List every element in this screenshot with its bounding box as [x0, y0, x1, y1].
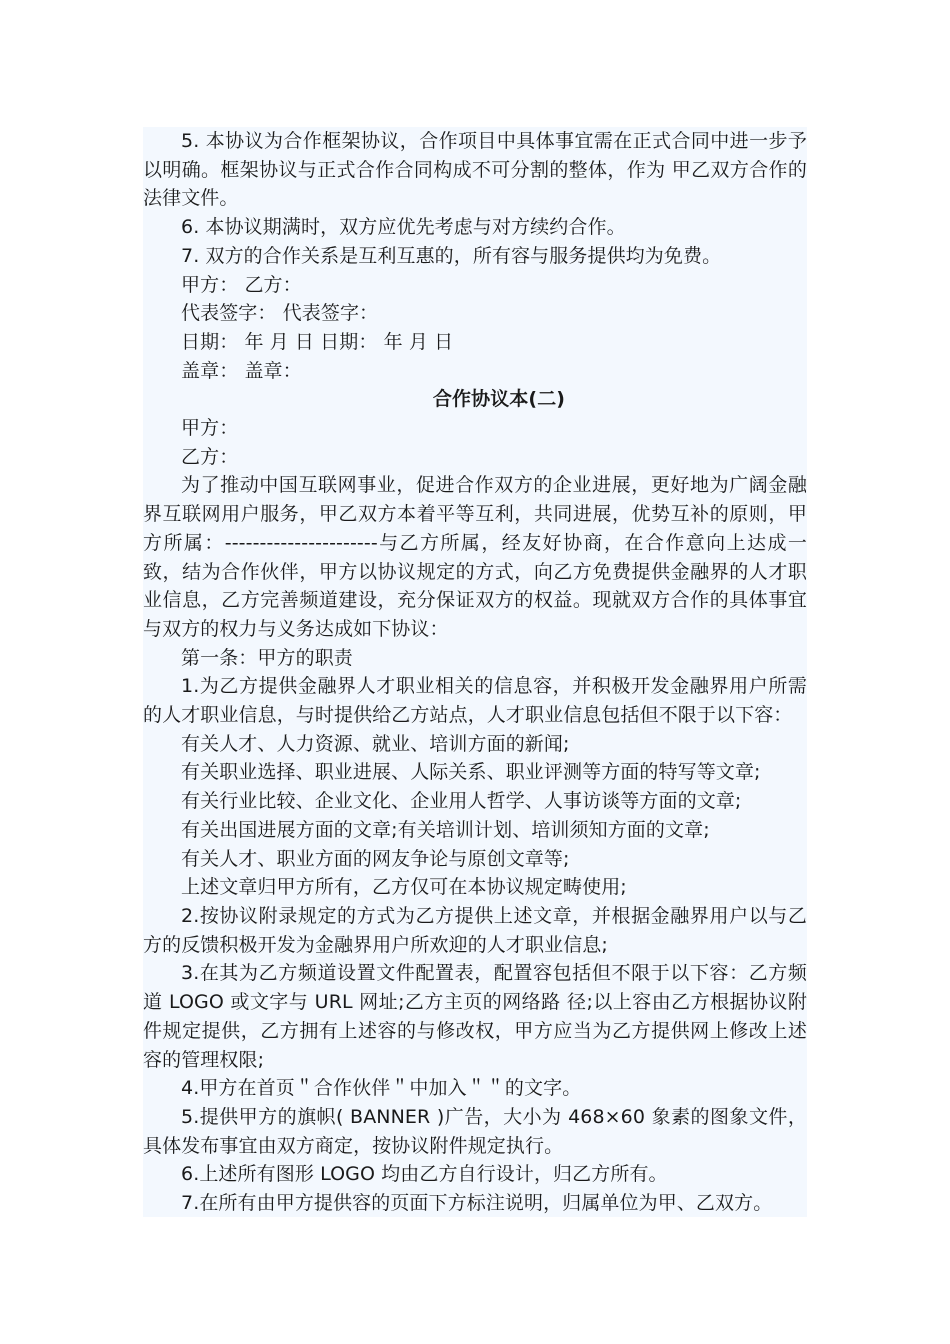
section-title: 合作协议本(二) — [432, 388, 566, 411]
clause-6: 6. 本协议期满时，双方应优先考虑与对方续约合作。 — [181, 216, 626, 239]
duty-7: 7.在所有由甲方提供容的页面下方标注说明，归属单位为甲、乙双方。 — [181, 1192, 773, 1215]
list-item: 有关人才、职业方面的网友争论与原创文章等; — [181, 847, 570, 870]
duty-3: 3.在其为乙方频道设置文件配置表，配置容包括但不限于以下容：乙方频道 LOGO 或文字与 URL 网址;乙方主页的网络路 径;以上容由乙方根据协议附件规定提供，乙方拥有上述容的与修改权，甲方应当为乙方提供网上修改上述容的管理权限; — [143, 962, 807, 1071]
list-item: 有关职业选择、职业进展、人际关系、职业评测等方面的特写等文章; — [181, 761, 761, 784]
preamble-paragraph: 为了推动中国互联网事业，促进合作双方的企业进展，更好地为广阔金融界互联网用户服务，甲乙双方本着平等互利，共同进展，优势互补的原则，甲方所属：----------------------与乙方所属，经友好协商，在合作意向上达成一致，结为合作伙伴，甲方以协议规定的方式，向乙方免费提供金融界的人才职业信息，乙方完善频道建设，充分保证双方的权益。现就双方合作的具体事宜与双方的权力与义务达成如下协议： — [143, 474, 807, 640]
list-item: 有关出国进展方面的文章;有关培训计划、培训须知方面的文章; — [181, 818, 710, 841]
seal-line: 盖章： 盖章： — [181, 359, 302, 382]
clause-7: 7. 双方的合作关系是互利互惠的，所有容与服务提供均为免费。 — [181, 244, 722, 267]
party-line: 甲方： 乙方： — [181, 273, 302, 296]
date-line: 日期： 年 月 日 日期： 年 月 日 — [181, 330, 454, 353]
duty-5: 5.提供甲方的旗帜( BANNER )广告，大小为 468×60 象素的图象文件，具体发布事宜由双方商定，按协议附件规定执行。 — [143, 1105, 807, 1157]
party-b-line: 乙方： — [181, 445, 239, 468]
signature-line: 代表签字： 代表签字： — [181, 302, 379, 325]
document-body — [143, 127, 807, 1218]
article-heading: 第一条：甲方的职责 — [181, 646, 353, 669]
duty-6: 6.上述所有图形 LOGO 均由乙方自行设计，归乙方所有。 — [181, 1163, 668, 1186]
clause-5: 5. 本协议为合作框架协议，合作项目中具体事宜需在正式合同中进一步予以明确。框架协议与正式合作合同构成不可分割的整体，作为 甲乙双方合作的法律文件。 — [143, 130, 807, 210]
list-item: 有关行业比较、企业文化、企业用人哲学、人事访谈等方面的文章; — [181, 790, 742, 813]
duty-4: 4.甲方在首页＂合作伙伴＂中加入＂＂的文字。 — [181, 1077, 582, 1100]
duty-2: 2.按协议附录规定的方式为乙方提供上述文章，并根据金融界用户以与乙方的反馈积极开发为金融界用户所欢迎的人才职业信息; — [143, 904, 807, 956]
party-a-line: 甲方： — [181, 417, 239, 440]
list-item: 有关人才、人力资源、就业、培训方面的新闻; — [181, 732, 570, 755]
duty-1: 1.为乙方提供金融界人才职业相关的信息容，并积极开发金融界用户所需的人才职业信息，与时提供给乙方站点，人才职业信息包括但不限于以下容： — [143, 675, 807, 727]
list-item: 上述文章归甲方所有，乙方仅可在本协议规定畴使用; — [181, 876, 627, 899]
